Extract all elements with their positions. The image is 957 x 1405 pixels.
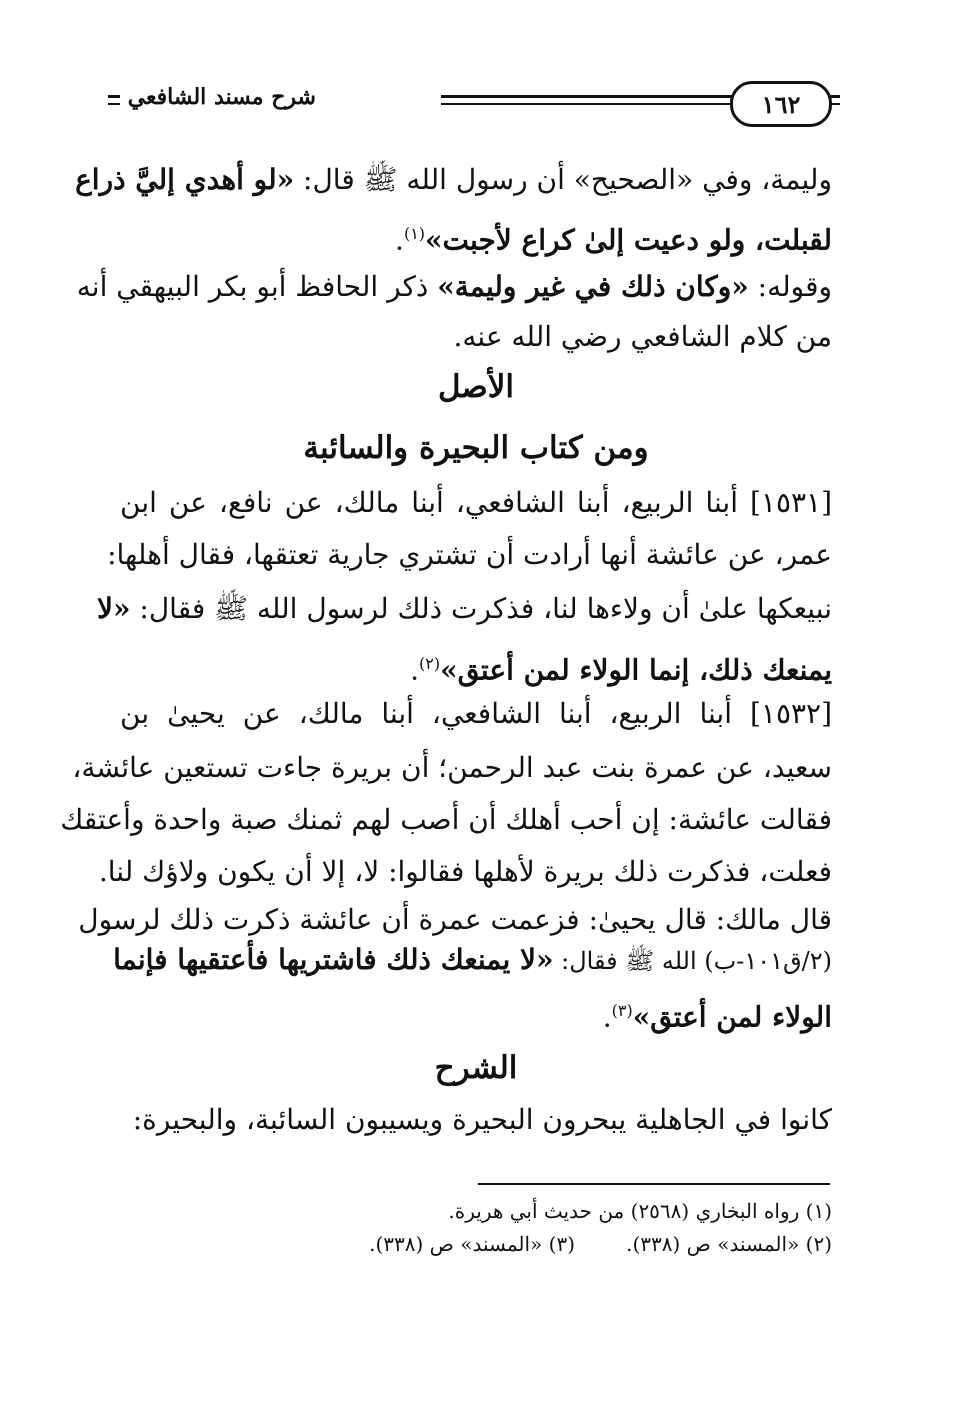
hadith-1532-line: الولاء لمن أعتق»$^{(٣)}$. [602, 1000, 832, 1034]
footnote-separator [478, 1183, 830, 1185]
header-rule-bottom [441, 103, 740, 105]
footnote-ref: (١) [403, 224, 426, 243]
hadith-1531-line: عمر، عن عائشة أنها أرادت أن تشتري جارية تعتقها، فقال أهلها: [107, 538, 832, 571]
hadith-1531-line: [١٥٣١] أبنا الربيع، أبنا الشافعي، أبنا مالك، عن نافع، عن ابن [120, 486, 832, 519]
footnote-ref: (٢) [418, 654, 441, 673]
hadith-1532-line: [١٥٣٢] أبنا الربيع، أبنا الشافعي، أبنا مالك، عن يحيىٰ بن [120, 697, 832, 730]
hadith-1531-line: يمنعك ذلك، إنما الولاء لمن أعتق»$^{(٢)}$. [410, 653, 832, 687]
commentary-heading: الشرح [434, 1050, 518, 1086]
running-title: شرح مسند الشافعي [127, 84, 316, 110]
text-line: وقوله: «وكان ذلك في غير وليمة» ذكر الحافظ أبو بكر البيهقي أنه [76, 270, 832, 303]
text-line: وليمة، وفي «الصحيح» أن رسول الله ﷺ قال: «لو أهدي إليَّ ذراع [75, 163, 832, 196]
hadith-1531-line: نبيعكها علىٰ أن ولاءها لنا، فذكرت ذلك لرسول الله ﷺ فقال: «لا [97, 592, 832, 625]
hadith-1532-line: (٢/ق١٠١-ب) الله ﷺ فقال: «لا يمنعك ذلك فاشتريها فأعتقيها فإنما [113, 943, 832, 976]
page-number: ١٦٢ [730, 81, 832, 127]
hadith-1532-line: سعيد، عن عمرة بنت عبد الرحمن؛ أن بريرة جاءت تستعين عائشة، [72, 751, 832, 784]
hadith-1532-line: فقالت عائشة: إن أحب أهلك أن أصب لهم ثمنك صبة واحدة وأعتقك [60, 803, 832, 836]
header-rule-left-dash-thin [108, 103, 120, 105]
header-rule-top [441, 95, 740, 98]
footnote-3: (٣) «المسند» ص (٣٣٨). [369, 1232, 575, 1256]
chapter-heading: ومن كتاب البحيرة والسائبة [303, 430, 649, 466]
text-line: لقبلت، ولو دعيت إلىٰ كراع لأجبت»$^{(١)}$. [395, 223, 832, 257]
text-line: من كلام الشافعي رضي الله عنه. [453, 320, 832, 353]
footnote-ref: (٣) [611, 1001, 633, 1020]
header-rule-left-dash [108, 95, 120, 98]
page-header [108, 78, 840, 128]
text-line: كانوا في الجاهلية يبحرون البحيرة ويسيبون السائبة، والبحيرة: [132, 1103, 832, 1136]
footnote-1: (١) رواه البخاري (٢٥٦٨) من حديث أبي هريرة. [448, 1199, 832, 1223]
section-heading: الأصل [437, 369, 515, 405]
hadith-1532-line: قال مالك: قال يحيىٰ: فزعمت عمرة أن عائشة ذكرت ذلك لرسول [78, 903, 832, 936]
hadith-1532-line: فعلت، فذكرت ذلك بريرة لأهلها فقالوا: لا، إلا أن يكون ولاؤك لنا. [98, 855, 832, 888]
footnote-2: (٢) «المسند» ص (٣٣٨). [626, 1232, 832, 1256]
